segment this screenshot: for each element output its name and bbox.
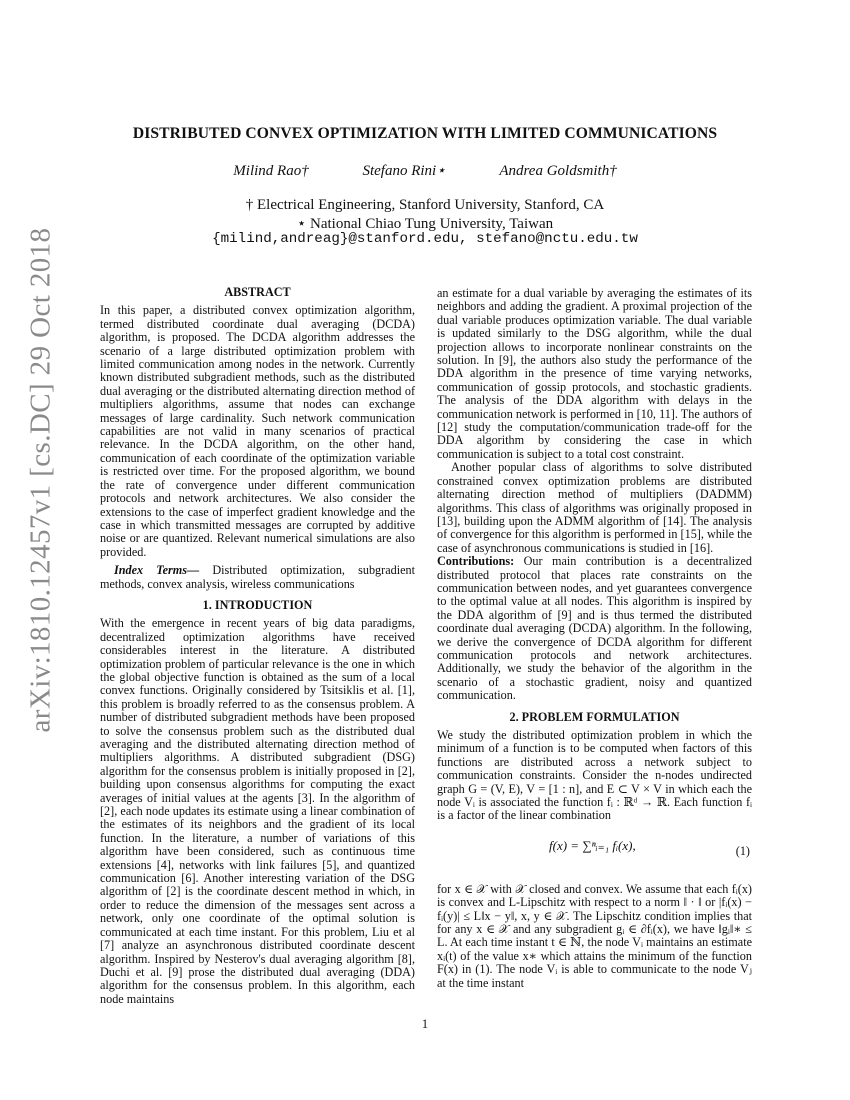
index-terms-label: Index Terms—	[114, 563, 200, 578]
abstract-heading: ABSTRACT	[224, 285, 291, 299]
arxiv-id: arXiv:1810.12457v1 [cs.DC] 29 Oct 2018	[24, 227, 57, 733]
abstract-text: In this paper, a distributed convex optimization algorithm, termed distributed coordinate dual averaging (DCDA) algorithm, is proposed. The DCDA algorithm addresses the scenario of a large distributed optimization problem with limited communication among nodes in the network. Currently known distributed subgradient methods, such as the distributed dual averaging or the distributed alternating direction method of multipliers algorithms, assume that nodes can exchange messages of large cardinality. Such network communication capabilities are not valid in many scenarios of practical relevance. In the DCDA algorithm, on the other hand, communication of each coordinate of the optimization variable is restricted over time. For the proposed algorithm, we bound the rate of convergence under different communication protocols and network architectures. We also consider the extensions to the case of imperfect gradient knowledge and the case in which transmitted messages are corrupted by additive noise or are quantized. Relevant numerical simulations are also provided.	[100, 303, 415, 559]
contributions-label: Contributions:	[437, 554, 515, 569]
index-terms-text: Distributed optimization, subgradient methods, convex analysis, wireless communications	[100, 563, 415, 591]
left-column	[100, 286, 415, 1006]
introduction-paragraph: Another popular class of algorithms to solve distributed constrained convex optimization problems are distributed alternating direction method of multipliers (DADMM) algorithms. This class of algorithms was originally proposed in [13], building upon the ADMM algorithm of [14]. The analysis of convergence for this algorithm is performed in [15], while the case of asynchronous communications is studied in [16].	[437, 460, 752, 555]
contributions-text: Our main contribution is a decentralized distributed protocol that places rate constraints on the communication between nodes, and yet guarantees convergence to the optimal value at all nodes. This algorithm is inspired by the DDA algorithm of [9] and is thus termed the distributed coordinate dual averaging (DCDA) algorithm. In the following, we derive the convergence of DCDA algorithm for different communication protocols and network architectures. Additionally, we study the behavior of the algorithm in the scenario of a stochastic gradient, noisy and quantized communication.	[437, 554, 753, 703]
affiliation: † Electrical Engineering, Stanford University, Stanford, CA	[245, 197, 605, 213]
equation	[437, 829, 752, 879]
right-column	[437, 287, 752, 990]
author-name: Milind Rao†	[233, 163, 309, 179]
problem-heading: 2. PROBLEM FORMULATION	[509, 709, 680, 724]
author-name: Stefano Rini⋆	[362, 163, 446, 179]
contributions-paragraph	[437, 555, 752, 702]
introduction-continued: an estimate for a dual variable by averaging the estimates of its neighbors and adding the gradient. A proximal projection of the dual variable produces optimization variable. The dual variable is updated similarly to the DSG algorithm, while the dual projection allows to incorporate nonlinear constraints on the solution. In [9], the authors also study the performance of the DDA algorithm in the presence of time varying networks, communication of gossip protocols, and stochastic gradients. The analysis of the DDA algorithm with delays in the communication network is performed in [10, 11]. The authors of [12] study the computation/communication trade-off for the DDA algorithm by considering the case in which communication is subject to a total cost constraint.	[437, 286, 752, 461]
page-number: 1	[421, 1017, 429, 1031]
author-name: Andrea Goldsmith†	[499, 163, 617, 179]
arxiv-stamp	[22, 227, 60, 733]
paper-title: DISTRIBUTED CONVEX OPTIMIZATION WITH LIMITED COMMUNICATIONS	[132, 125, 718, 142]
introduction-text: With the emergence in recent years of big data paradigms, decentralized optimization algorithms have received considerables interest in the literature. A distributed optimization problem of particular relevance is the one in which the global objective function is obtained as the sum of a local convex functions. Originally considered by Tsitsiklis et al. [1], this problem is broadly referred to as the consensus problem. A number of distributed subgradient methods have been proposed to solve the consensus problem such as the distributed dual averaging and the distributed alternating direction method of multipliers algorithms. A distributed subgradient (DSG) algorithm for the consensus problem is initially proposed in [2], building upon consensus algorithms for computing the exact averages of initial values at the agents [3]. In the algorithm of [2], each node updates its estimate using a linear combination of the estimates of its neighbors and the gradient of its local function. In the literature, a number of variations of this algorithm have been considered, such as continuous time extensions [4], networks with link failures [5], and quantized communication [6]. Another interesting variation of the DSG algorithm of [2] is the coordinate descent method in which, in order to reduce the dimension of the messages sent across a network, only one coordinate of the optimal solution is communicated at each time instant. For this problem, Liu et al [7] analyze an asynchronous distributed coordinate descent algorithm. Inspired by Nesterov's dual averaging algorithm [8], Duchi et al. [9] prose the distributed dual averaging (DDA) algorithm for the consensus problem. In this algorithm, each node maintains	[100, 616, 415, 1006]
problem-text: We study the distributed optimization problem in which the minimum of a function is to be computed when factors of this functions are distributed across a network subject to communication constraints. Consider the n-nodes undirected graph G = (V, E), V = [1 : n], and E ⊂ V × V in which each the node Vᵢ is associated the function fᵢ : ℝᵈ → ℝ. Each function fᵢ is a factor of the linear combination	[437, 728, 752, 823]
problem-text: for x ∈ 𝒳 with 𝒳 closed and convex. We assume that each fᵢ(x) is convex and L-Lipschitz with respect to a norm ‖ · ‖ or |fᵢ(x) − fᵢ(y)| ≤ L‖x − y‖, x, y ∈ 𝒳. The Lipschitz condition implies that for any x ∈ 𝒳 and any subgradient gᵢ ∈ ∂fᵢ(x), we have ‖gᵢ‖∗ ≤ L. At each time instant t ∈ ℕ, the node Vᵢ maintains an estimate xᵢ(t) of the value x∗ which attains the minimum of the function F(x) in (1). The node Vᵢ is able to communicate to the node Vⱼ at the time instant	[437, 881, 752, 990]
index-terms	[100, 564, 415, 591]
introduction-heading: 1. INTRODUCTION	[202, 597, 313, 612]
author-list	[0, 161, 850, 180]
affiliation: ⋆ National Chiao Tung University, Taiwan	[296, 216, 554, 232]
equation-body: f(x) = ∑ⁿᵢ₌₁ fᵢ(x),	[549, 837, 636, 853]
equation-number: (1)	[735, 843, 750, 858]
author-emails: {milind,andreag}@stanford.edu, stefano@nctu.edu.tw	[212, 231, 638, 247]
